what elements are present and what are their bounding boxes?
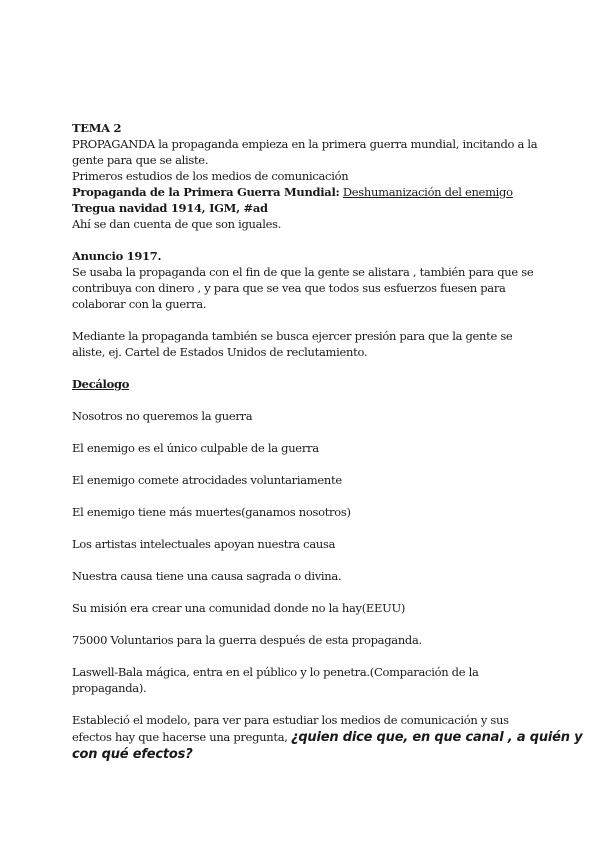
anuncio-p1-line-1: Se usaba la propaganda con el fin de que la gente se alistara , también para que se — [72, 265, 534, 279]
laswell-paragraph — [72, 664, 542, 696]
iguales-line: Ahí se dan cuenta de que son iguales. — [72, 217, 282, 231]
modelo-paragraph — [72, 712, 583, 764]
anuncio-p2-line-1: Mediante la propaganda también se busca ejercer presión para que la gente se — [72, 329, 513, 343]
decalogo-heading-block — [72, 376, 542, 392]
decalogo-item — [72, 504, 542, 520]
anuncio-section — [72, 248, 542, 312]
decalogo-item — [72, 472, 542, 488]
modelo-question-part-1: ¿quien dice que, en que canal , a quién y — [290, 730, 583, 745]
tema-section — [72, 120, 542, 232]
modelo-question-part-2: con qué efectos? — [72, 747, 193, 762]
laswell-line-1: Laswell-Bala mágica, entra en el público y lo penetra.(Comparación de la — [72, 665, 479, 679]
anuncio-p2-line-2: aliste, ej. Cartel de Estados Unidos de reclutamiento. — [72, 345, 368, 359]
propaganda-underlined: Deshumanización del enemigo — [342, 185, 513, 199]
estudios-line: Primeros estudios de los medios de comunicación — [72, 169, 349, 183]
decalogo-item-text: El enemigo es el único culpable de la guerra — [72, 441, 319, 455]
decalogo-item — [72, 440, 542, 456]
decalogo-item-text: Los artistas intelectuales apoyan nuestra causa — [72, 537, 336, 551]
decalogo-item-text: El enemigo comete atrocidades voluntariamente — [72, 473, 342, 487]
anuncio-p1-line-2: contribuya con dinero , y para que se vea que todos sus esfuerzos fuesen para — [72, 281, 506, 295]
decalogo-item-text: 75000 Voluntarios para la guerra después de esta propaganda. — [72, 633, 422, 647]
decalogo-item-text: Nuestra causa tiene una causa sagrada o divina. — [72, 569, 342, 583]
propaganda-bold: Propaganda de la Primera Guerra Mundial: — [72, 185, 340, 199]
decalogo-item-text: El enemigo tiene más muertes(ganamos nosotros) — [72, 505, 351, 519]
decalogo-item — [72, 408, 542, 424]
tema-title: TEMA 2 — [72, 121, 122, 135]
decalogo-title: Decálogo — [72, 377, 130, 391]
intro-line-1: PROPAGANDA la propaganda empieza en la primera guerra mundial, incitando a la — [72, 137, 538, 151]
modelo-line-1: Estableció el modelo, para ver para estudiar los medios de comunicación y sus — [72, 713, 509, 727]
decalogo-item — [72, 536, 542, 552]
decalogo-item — [72, 632, 542, 648]
modelo-line-2 — [72, 728, 583, 746]
decalogo-item — [72, 600, 542, 616]
tregua-line: Tregua navidad 1914, IGM, #ad — [72, 201, 268, 215]
decalogo-item-text: Nosotros no queremos la guerra — [72, 409, 253, 423]
modelo-line-2-plain: efectos hay que hacerse una pregunta, — [72, 730, 291, 744]
decalogo-item — [72, 568, 542, 584]
anuncio-p1-line-3: colaborar con la guerra. — [72, 297, 207, 311]
anuncio-title: Anuncio 1917. — [72, 249, 162, 263]
presion-paragraph — [72, 328, 542, 360]
laswell-line-2: propaganda). — [72, 681, 147, 695]
decalogo-item-text: Su misión era crear una comunidad donde no la hay(EEUU) — [72, 601, 406, 615]
intro-line-2: gente para que se aliste. — [72, 153, 209, 167]
propaganda-heading — [72, 184, 542, 200]
